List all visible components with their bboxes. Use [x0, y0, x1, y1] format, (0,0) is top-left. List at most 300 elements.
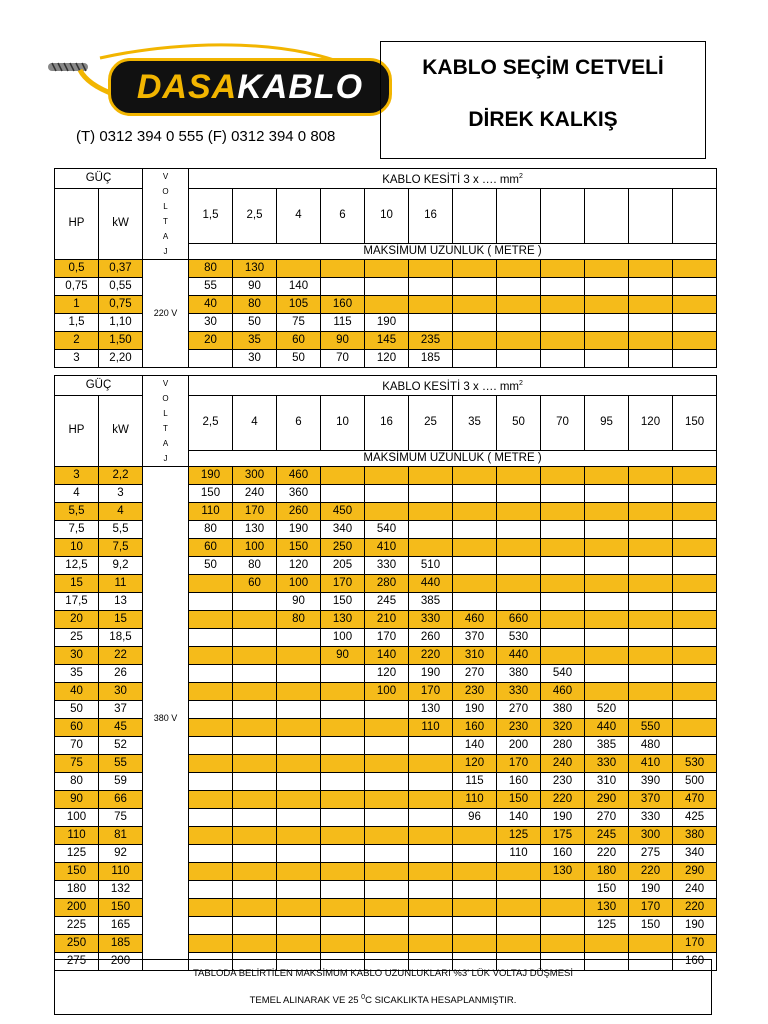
value-cell: 80 [189, 260, 233, 278]
value-cell [189, 755, 233, 773]
value-cell: 160 [453, 719, 497, 737]
value-cell [673, 467, 717, 485]
hp-cell: 35 [55, 665, 99, 683]
value-cell [189, 791, 233, 809]
value-cell [541, 647, 585, 665]
hp-cell: 110 [55, 827, 99, 845]
value-cell [673, 701, 717, 719]
value-cell [321, 917, 365, 935]
page-subtitle: DİREK KALKIŞ [468, 108, 618, 131]
hp-cell: 7,5 [55, 521, 99, 539]
value-cell: 440 [585, 719, 629, 737]
hp-cell: 4 [55, 485, 99, 503]
value-cell [189, 863, 233, 881]
page-title: KABLO SEÇİM CETVELİ [422, 56, 664, 79]
footnote-box [54, 959, 712, 1015]
value-cell: 170 [321, 575, 365, 593]
section-cell: 35 [453, 395, 497, 450]
value-cell: 385 [585, 737, 629, 755]
kw-header: kW [99, 395, 143, 466]
value-cell: 330 [497, 683, 541, 701]
value-cell: 150 [321, 593, 365, 611]
value-cell [673, 719, 717, 737]
value-cell [453, 467, 497, 485]
kw-cell: 2,2 [99, 467, 143, 485]
value-cell [365, 845, 409, 863]
kw-cell: 3 [99, 485, 143, 503]
value-cell [497, 539, 541, 557]
value-cell: 180 [585, 863, 629, 881]
value-cell [233, 935, 277, 953]
value-cell [541, 539, 585, 557]
value-cell [277, 899, 321, 917]
value-cell [673, 611, 717, 629]
value-cell [497, 332, 541, 350]
value-cell [189, 935, 233, 953]
voltage-cell: 380 V [143, 467, 189, 971]
value-cell [365, 467, 409, 485]
cable-table-380v [54, 375, 717, 971]
hp-cell: 75 [55, 755, 99, 773]
kesit-sup: 2 [518, 380, 523, 387]
value-cell [453, 314, 497, 332]
kw-cell: 11 [99, 575, 143, 593]
value-cell [453, 278, 497, 296]
value-cell [277, 629, 321, 647]
value-cell [365, 260, 409, 278]
value-cell: 50 [277, 350, 321, 368]
value-cell [497, 917, 541, 935]
value-cell [453, 296, 497, 314]
value-cell [409, 521, 453, 539]
value-cell [409, 467, 453, 485]
section-cell: 16 [365, 395, 409, 450]
value-cell [277, 260, 321, 278]
value-cell: 80 [277, 611, 321, 629]
value-cell: 150 [497, 791, 541, 809]
value-cell: 310 [585, 773, 629, 791]
kw-cell: 2,20 [99, 350, 143, 368]
value-cell: 460 [277, 467, 321, 485]
value-cell [189, 827, 233, 845]
value-cell [365, 701, 409, 719]
value-cell [233, 611, 277, 629]
kw-cell: 66 [99, 791, 143, 809]
value-cell [189, 737, 233, 755]
value-cell [365, 755, 409, 773]
value-cell: 20 [189, 332, 233, 350]
value-cell [673, 557, 717, 575]
value-cell [629, 683, 673, 701]
value-cell [629, 521, 673, 539]
value-cell [365, 863, 409, 881]
value-cell: 230 [541, 773, 585, 791]
value-cell [365, 485, 409, 503]
section-cell: 10 [365, 188, 409, 243]
value-cell: 290 [673, 863, 717, 881]
voltaj-letter: A [162, 439, 169, 448]
value-cell: 120 [365, 350, 409, 368]
value-cell: 480 [629, 737, 673, 755]
value-cell [541, 935, 585, 953]
value-cell: 470 [673, 791, 717, 809]
value-cell [585, 935, 629, 953]
value-cell [365, 899, 409, 917]
value-cell: 410 [365, 539, 409, 557]
value-cell [673, 503, 717, 521]
value-cell: 260 [277, 503, 321, 521]
section-cell: 6 [321, 188, 365, 243]
footnote-degree: 0 [361, 994, 366, 1001]
value-cell: 130 [233, 521, 277, 539]
value-cell [233, 665, 277, 683]
value-cell: 370 [629, 791, 673, 809]
value-cell [497, 881, 541, 899]
hp-cell: 3 [55, 350, 99, 368]
value-cell [233, 845, 277, 863]
value-cell: 460 [541, 683, 585, 701]
value-cell [409, 935, 453, 953]
value-cell: 240 [541, 755, 585, 773]
value-cell: 60 [277, 332, 321, 350]
kw-cell: 0,75 [99, 296, 143, 314]
value-cell: 190 [189, 467, 233, 485]
value-cell: 130 [585, 899, 629, 917]
value-cell [497, 557, 541, 575]
value-cell [585, 350, 629, 368]
value-cell: 220 [629, 863, 673, 881]
value-cell [409, 791, 453, 809]
value-cell: 510 [409, 557, 453, 575]
value-cell: 60 [189, 539, 233, 557]
value-cell [585, 485, 629, 503]
hp-cell: 1 [55, 296, 99, 314]
value-cell [233, 827, 277, 845]
value-cell [453, 521, 497, 539]
value-cell [585, 521, 629, 539]
voltage-cell: 220 V [143, 260, 189, 368]
hp-cell: 60 [55, 719, 99, 737]
value-cell: 100 [277, 575, 321, 593]
value-cell [321, 467, 365, 485]
value-cell: 115 [453, 773, 497, 791]
value-cell [673, 260, 717, 278]
value-cell [365, 773, 409, 791]
section-cell: 120 [629, 395, 673, 450]
value-cell [277, 701, 321, 719]
value-cell: 96 [453, 809, 497, 827]
value-cell [585, 575, 629, 593]
value-cell [585, 332, 629, 350]
value-cell: 190 [629, 881, 673, 899]
value-cell [585, 278, 629, 296]
value-cell [189, 593, 233, 611]
value-cell: 70 [321, 350, 365, 368]
hp-cell: 0,5 [55, 260, 99, 278]
section-cell [629, 188, 673, 243]
value-cell [233, 737, 277, 755]
value-cell [277, 755, 321, 773]
hp-cell: 150 [55, 863, 99, 881]
value-cell: 170 [409, 683, 453, 701]
value-cell [673, 629, 717, 647]
guc-header: GÜÇ [55, 376, 143, 396]
value-cell [453, 485, 497, 503]
value-cell: 100 [233, 539, 277, 557]
kw-cell: 30 [99, 683, 143, 701]
kw-cell: 0,37 [99, 260, 143, 278]
kesit-title: KABLO KESİTİ 3 x …. mm [382, 173, 519, 186]
value-cell [321, 701, 365, 719]
value-cell [673, 539, 717, 557]
section-cell [673, 188, 717, 243]
value-cell: 125 [585, 917, 629, 935]
value-cell: 245 [585, 827, 629, 845]
value-cell [409, 827, 453, 845]
value-cell: 290 [585, 791, 629, 809]
value-cell [409, 539, 453, 557]
value-cell [277, 935, 321, 953]
kesit-sup: 2 [518, 173, 523, 180]
value-cell: 380 [673, 827, 717, 845]
kw-cell: 5,5 [99, 521, 143, 539]
hp-cell: 17,5 [55, 593, 99, 611]
value-cell [453, 935, 497, 953]
kw-cell: 81 [99, 827, 143, 845]
kw-cell: 75 [99, 809, 143, 827]
value-cell [673, 296, 717, 314]
value-cell [365, 278, 409, 296]
value-cell: 220 [541, 791, 585, 809]
value-cell [497, 314, 541, 332]
value-cell: 160 [321, 296, 365, 314]
value-cell: 330 [585, 755, 629, 773]
kw-cell: 1,10 [99, 314, 143, 332]
value-cell: 125 [497, 827, 541, 845]
value-cell [497, 935, 541, 953]
value-cell [629, 701, 673, 719]
value-cell: 90 [233, 278, 277, 296]
value-cell: 540 [541, 665, 585, 683]
voltaj-letter: O [162, 394, 169, 403]
hp-cell: 5,5 [55, 503, 99, 521]
value-cell [365, 881, 409, 899]
value-cell [189, 917, 233, 935]
value-cell: 425 [673, 809, 717, 827]
value-cell: 320 [541, 719, 585, 737]
value-cell: 175 [541, 827, 585, 845]
value-cell [321, 881, 365, 899]
value-cell [497, 278, 541, 296]
value-cell [277, 737, 321, 755]
value-cell [585, 314, 629, 332]
value-cell [409, 737, 453, 755]
value-cell: 50 [189, 557, 233, 575]
value-cell [541, 521, 585, 539]
section-cell: 2,5 [233, 188, 277, 243]
value-cell: 260 [409, 629, 453, 647]
hp-cell: 40 [55, 683, 99, 701]
value-cell: 115 [321, 314, 365, 332]
value-cell: 170 [233, 503, 277, 521]
value-cell [629, 647, 673, 665]
section-cell: 95 [585, 395, 629, 450]
value-cell: 120 [365, 665, 409, 683]
value-cell [277, 827, 321, 845]
value-cell [585, 593, 629, 611]
value-cell [189, 773, 233, 791]
value-cell: 170 [629, 899, 673, 917]
value-cell: 40 [189, 296, 233, 314]
value-cell [497, 485, 541, 503]
value-cell: 170 [497, 755, 541, 773]
table-row [55, 467, 717, 485]
value-cell: 270 [453, 665, 497, 683]
value-cell [233, 629, 277, 647]
value-cell [409, 314, 453, 332]
kw-cell: 45 [99, 719, 143, 737]
value-cell: 210 [365, 611, 409, 629]
value-cell [629, 260, 673, 278]
value-cell [541, 593, 585, 611]
value-cell: 200 [497, 737, 541, 755]
value-cell [541, 350, 585, 368]
value-cell [629, 314, 673, 332]
voltaj-letter: T [163, 424, 168, 433]
value-cell: 190 [365, 314, 409, 332]
value-cell [233, 647, 277, 665]
value-cell [321, 827, 365, 845]
voltaj-header [143, 376, 189, 467]
value-cell: 240 [233, 485, 277, 503]
header-row [55, 169, 717, 189]
value-cell: 450 [321, 503, 365, 521]
value-cell [541, 278, 585, 296]
value-cell [629, 503, 673, 521]
value-cell: 190 [409, 665, 453, 683]
value-cell [321, 485, 365, 503]
value-cell: 270 [585, 809, 629, 827]
value-cell [365, 935, 409, 953]
value-cell: 410 [629, 755, 673, 773]
hp-cell: 275 [55, 953, 99, 971]
value-cell [673, 683, 717, 701]
value-cell [233, 881, 277, 899]
value-cell: 140 [277, 278, 321, 296]
value-cell [541, 314, 585, 332]
value-cell [541, 503, 585, 521]
value-cell: 50 [233, 314, 277, 332]
section-cell: 10 [321, 395, 365, 450]
value-cell: 150 [189, 485, 233, 503]
value-cell: 90 [321, 332, 365, 350]
value-cell [585, 467, 629, 485]
kw-cell: 110 [99, 863, 143, 881]
value-cell: 90 [277, 593, 321, 611]
value-cell: 140 [365, 647, 409, 665]
value-cell: 30 [189, 314, 233, 332]
value-cell: 460 [453, 611, 497, 629]
hp-cell: 30 [55, 647, 99, 665]
value-cell: 140 [453, 737, 497, 755]
value-cell [365, 809, 409, 827]
value-cell [541, 485, 585, 503]
value-cell [409, 485, 453, 503]
value-cell [585, 557, 629, 575]
value-cell [189, 701, 233, 719]
value-cell: 110 [189, 503, 233, 521]
value-cell [497, 899, 541, 917]
value-cell [541, 296, 585, 314]
hp-cell: 3 [55, 467, 99, 485]
hp-cell: 200 [55, 899, 99, 917]
value-cell [673, 737, 717, 755]
value-cell: 280 [541, 737, 585, 755]
value-cell [629, 629, 673, 647]
value-cell [321, 260, 365, 278]
value-cell [277, 773, 321, 791]
value-cell: 380 [497, 665, 541, 683]
value-cell: 150 [277, 539, 321, 557]
section-cell [497, 188, 541, 243]
value-cell [585, 683, 629, 701]
value-cell [321, 278, 365, 296]
hp-cell: 12,5 [55, 557, 99, 575]
value-cell: 390 [629, 773, 673, 791]
value-cell: 205 [321, 557, 365, 575]
value-cell: 80 [189, 521, 233, 539]
value-cell [233, 773, 277, 791]
value-cell [365, 917, 409, 935]
value-cell [541, 575, 585, 593]
value-cell [585, 539, 629, 557]
value-cell: 660 [497, 611, 541, 629]
hp-cell: 15 [55, 575, 99, 593]
kw-cell: 59 [99, 773, 143, 791]
value-cell [541, 467, 585, 485]
value-cell [629, 332, 673, 350]
kw-cell: 150 [99, 899, 143, 917]
value-cell [673, 665, 717, 683]
value-cell [321, 845, 365, 863]
value-cell: 150 [629, 917, 673, 935]
value-cell: 280 [365, 575, 409, 593]
cable-table-220v [54, 168, 717, 368]
value-cell: 330 [365, 557, 409, 575]
value-cell [585, 611, 629, 629]
value-cell: 300 [629, 827, 673, 845]
hp-cell: 80 [55, 773, 99, 791]
value-cell: 185 [409, 350, 453, 368]
value-cell [453, 503, 497, 521]
kesit-title: KABLO KESİTİ 3 x …. mm [382, 380, 519, 393]
value-cell [233, 863, 277, 881]
section-cell [585, 188, 629, 243]
section-cell: 1,5 [189, 188, 233, 243]
hp-cell: 90 [55, 791, 99, 809]
hp-cell: 25 [55, 629, 99, 647]
value-cell: 105 [277, 296, 321, 314]
value-cell [629, 935, 673, 953]
value-cell: 190 [541, 809, 585, 827]
value-cell: 250 [321, 539, 365, 557]
value-cell [277, 863, 321, 881]
value-cell [453, 332, 497, 350]
value-cell [453, 539, 497, 557]
value-cell [497, 521, 541, 539]
hp-header: HP [55, 188, 99, 259]
section-cell: 50 [497, 395, 541, 450]
